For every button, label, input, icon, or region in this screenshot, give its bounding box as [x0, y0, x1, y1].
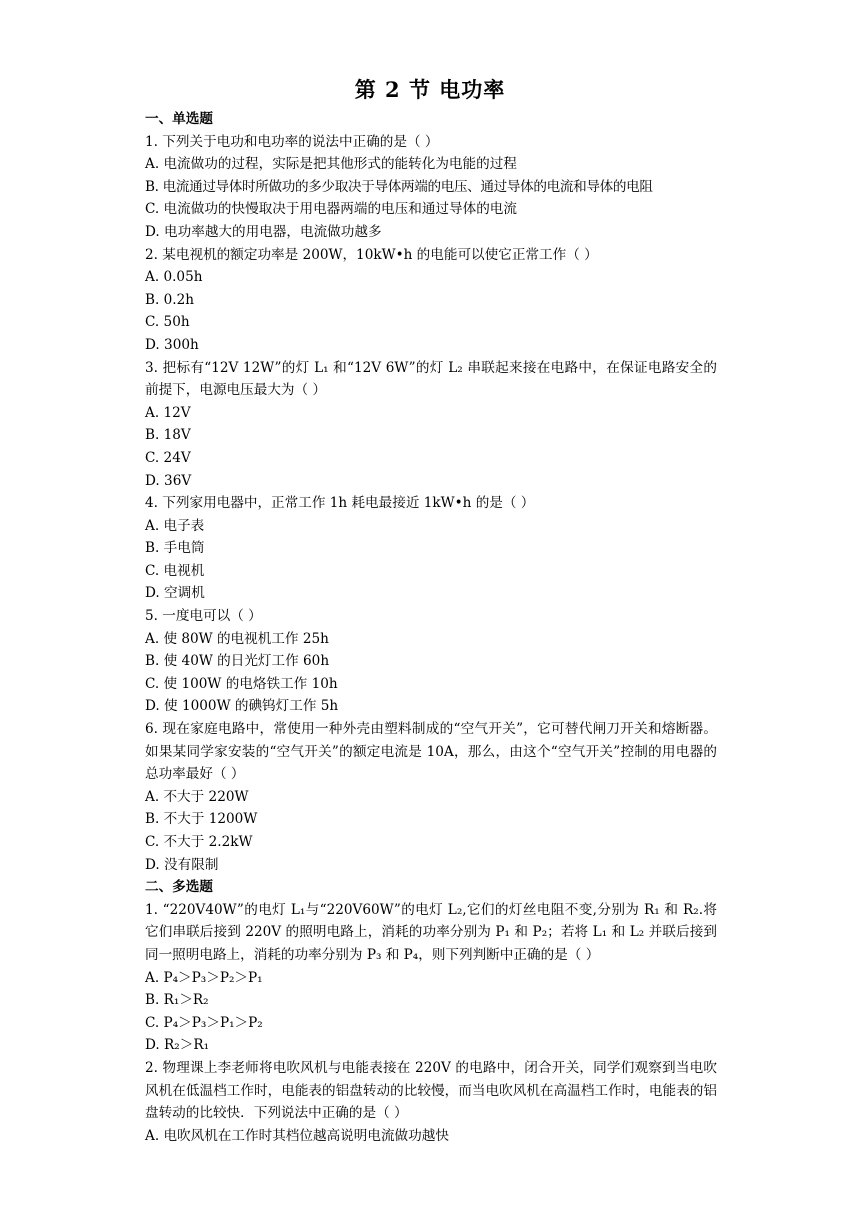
question-stem: 2. 某电视机的额定功率是 200W，10kW•h 的电能可以使它正常工作（ ）: [145, 246, 598, 263]
question-option: A. 0.05h: [145, 269, 203, 286]
question-option: C. 50h: [145, 314, 190, 331]
question-option: C. 电视机: [145, 562, 205, 579]
question-stem: 1. “220V40W”的电灯 L₁与“220V60W”的电灯 L₂,它们的灯丝电阻不变,分别为 R₁ 和 R₂.将它们串联后接到 220V 的照明电路上，消耗的功率分别为 P₁ 和 P₂；若将 L₁ 和 L₂ 并联后接到同一照明电路上，消耗的功率分别为 P₃ 和 P₄，则下列判断中正确的是（ ）: [145, 901, 717, 963]
question-stem: 4. 下列家用电器中，正常工作 1h 耗电最接近 1kW•h 的是（ ）: [145, 495, 535, 512]
question-option: D. 电功率越大的用电器，电流做功越多: [145, 223, 382, 240]
question-option: A. 12V: [145, 404, 191, 421]
question-option: B. 电流通过导体时所做功的多少取决于导体两端的电压、通过导体的电流和导体的电阻: [145, 178, 653, 195]
question-option: A. 不大于 220W: [145, 788, 249, 805]
question-stem: 2. 物理课上李老师将电吹风机与电能表接在 220V 的电路中，闭合开关，同学们观察到当电吹风机在低温档工作时，电能表的铝盘转动的比较慢，而当电吹风机在高温档工作时，电能表的铝盘转动的比较快．下列说法中正确的是（ ）: [145, 1059, 717, 1122]
question-option: D. 没有限制: [145, 856, 219, 873]
question-option: B. 手电筒: [145, 540, 205, 557]
question-option: C. 不大于 2.2kW: [145, 834, 253, 850]
question-option: D. 空调机: [145, 585, 205, 602]
question-option: C. 电流做功的快慢取决于用电器两端的电压和通过导体的电流: [145, 201, 517, 218]
question-option: A. P₄＞P₃＞P₂＞P₁: [145, 969, 263, 986]
question-stem: 3. 把标有“12V 12W”的灯 L₁ 和“12V 6W”的灯 L₂ 串联起来接在电路中，在保证电路安全的前提下，电源电压最大为（ ）: [145, 359, 717, 399]
question-option: C. 24V: [145, 449, 191, 466]
question-stem: 6. 现在家庭电路中，常使用一种外壳由塑料制成的“空气开关”，它可替代闸刀开关和熔断器。如果某同学家安装的“空气开关”的额定电流是 10A，那么，由这个“空气开关”控制的用电器的总功率最好（ ）: [145, 721, 717, 783]
question-option: B. R₁＞R₂: [145, 992, 209, 1009]
question-option: A. 使 80W 的电视机工作 25h: [145, 630, 329, 647]
question-option: D. 36V: [145, 472, 192, 489]
question-option: B. 18V: [145, 427, 191, 444]
question-option: C. P₄＞P₃＞P₁＞P₂: [145, 1014, 263, 1031]
question-option: A. 电吹风机在工作时其档位越高说明电流做功越快: [145, 1127, 449, 1144]
question-stem: 5. 一度电可以（ ）: [145, 608, 262, 625]
page-title: 第 2 节 电功率: [354, 77, 506, 102]
question-option: D. 使 1000W 的碘钨灯工作 5h: [145, 698, 339, 715]
question-option: C. 使 100W 的电烙铁工作 10h: [145, 675, 338, 692]
question-option: D. 300h: [145, 336, 199, 353]
question-stem: 1. 下列关于电功和电功率的说法中正确的是（ ）: [145, 133, 439, 150]
question-content: [145, 108, 717, 1147]
question-option: A. 电流做功的过程，实际是把其他形式的能转化为电能的过程: [145, 156, 517, 173]
question-option: A. 电子表: [145, 517, 205, 534]
question-option: B. 不大于 1200W: [145, 811, 258, 828]
section-heading: 一、单选题: [145, 111, 213, 127]
question-option: B. 使 40W 的日光灯工作 60h: [145, 653, 330, 670]
question-option: B. 0.2h: [145, 291, 195, 308]
question-option: D. R₂＞R₁: [145, 1037, 210, 1054]
section-heading: 二、多选题: [145, 879, 213, 896]
